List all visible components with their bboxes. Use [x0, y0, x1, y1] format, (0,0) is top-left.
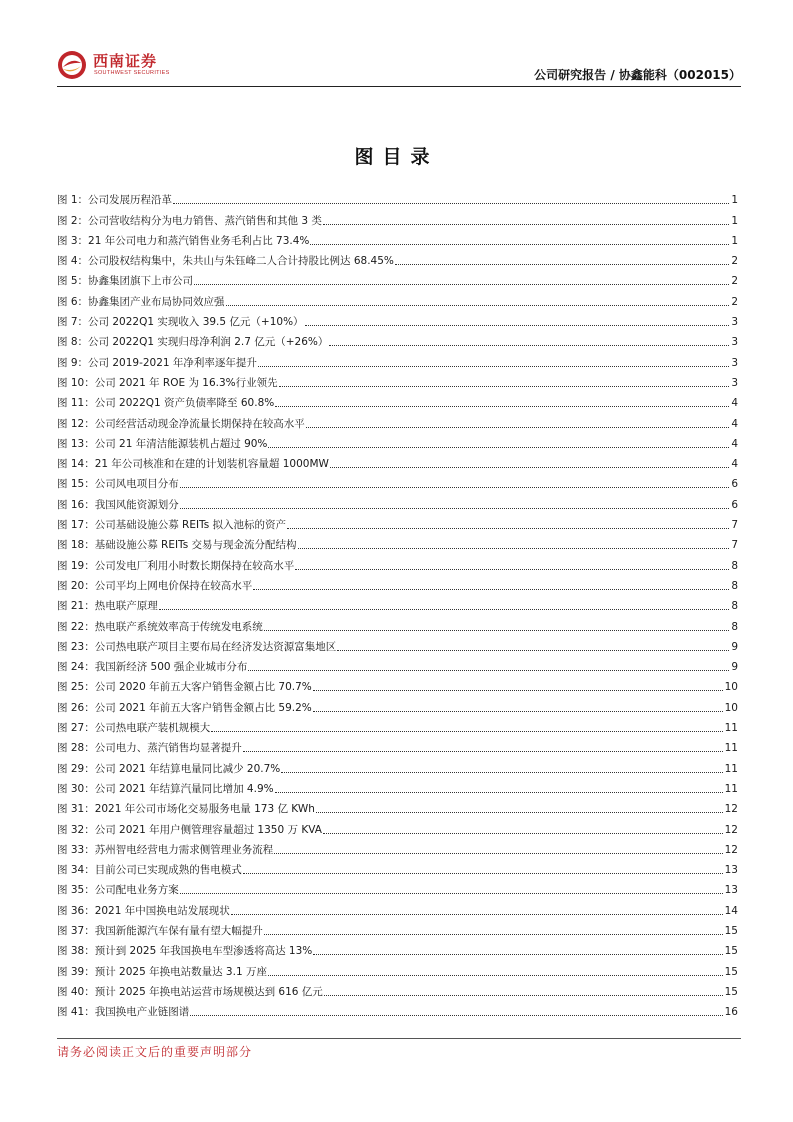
- toc-entry-label: 图 28：公司电力、蒸汽销售均显著提升: [57, 742, 242, 755]
- toc-entry[interactable]: [57, 431, 738, 451]
- toc-entry-label: 图 21：热电联产原理: [57, 600, 158, 613]
- toc-entry-page-number: 13: [724, 884, 738, 897]
- toc-entry[interactable]: [57, 857, 738, 877]
- southwest-securities-logo-icon: [57, 50, 87, 80]
- toc-entry-page-number: 6: [731, 498, 738, 511]
- toc-entry-page-number: 2: [731, 295, 738, 308]
- toc-entry-page-number: 11: [724, 782, 738, 795]
- toc-entry-page-number: 2: [731, 275, 738, 288]
- toc-entry[interactable]: [57, 532, 738, 552]
- toc-entry-page-number: 1: [731, 234, 738, 247]
- toc-entry-label: 图 7：公司 2022Q1 实现收入 39.5 亿元（+10%）: [57, 316, 304, 329]
- header-divider: [57, 86, 741, 87]
- toc-dot-leader: [306, 427, 730, 428]
- toc-entry[interactable]: [57, 918, 738, 938]
- toc-dot-leader: [281, 772, 722, 773]
- toc-entry-page-number: 11: [724, 742, 738, 755]
- toc-entry-label: 图 35：公司配电业务方案: [57, 884, 179, 897]
- toc-entry[interactable]: [57, 979, 738, 999]
- toc-dot-leader: [180, 508, 730, 509]
- toc-entry-page-number: 6: [731, 478, 738, 491]
- toc-entry[interactable]: [57, 796, 738, 816]
- report-label: 公司研究报告 / 协鑫能科（002015）: [534, 68, 741, 82]
- toc-entry-page-number: 15: [724, 965, 738, 978]
- toc-entry-page-number: 10: [724, 681, 738, 694]
- toc-entry[interactable]: [57, 999, 738, 1019]
- toc-entry-label: 图 39：预计 2025 年换电站数量达 3.1 万座: [57, 965, 267, 978]
- toc-dot-leader: [243, 873, 723, 874]
- toc-entry[interactable]: [57, 593, 738, 613]
- toc-entry-label: 图 10：公司 2021 年 ROE 为 16.3%行业领先: [57, 376, 278, 389]
- toc-entry[interactable]: [57, 309, 738, 329]
- toc-entry-page-number: 10: [724, 701, 738, 714]
- toc-dot-leader: [275, 406, 729, 407]
- toc-entry[interactable]: [57, 370, 738, 390]
- toc-dot-leader: [287, 528, 729, 529]
- toc-entry-label: 图 14：21 年公司核准和在建的计划装机容量超 1000MW: [57, 458, 329, 471]
- toc-entry-page-number: 4: [731, 397, 738, 410]
- toc-entry-label: 图 3：21 年公司电力和蒸汽销售业务毛利占比 73.4%: [57, 234, 310, 247]
- toc-entry-label: 图 19：公司发电厂利用小时数长期保持在较高水平: [57, 559, 295, 572]
- toc-entry[interactable]: [57, 694, 738, 714]
- toc-entry-label: 图 12：公司经营活动现金净流量长期保持在较高水平: [57, 417, 305, 430]
- toc-entry-page-number: 15: [724, 985, 738, 998]
- toc-entry[interactable]: [57, 228, 738, 248]
- toc-entry-label: 图 36：2021 年中国换电站发展现状: [57, 904, 230, 917]
- toc-entry-label: 图 26：公司 2021 年前五大客户销售金额占比 59.2%: [57, 701, 312, 714]
- toc-entry[interactable]: [57, 187, 738, 207]
- toc-dot-leader: [231, 914, 723, 915]
- toc-dot-leader: [313, 711, 723, 712]
- toc-entry-page-number: 12: [724, 823, 738, 836]
- toc-entry-label: 图 30：公司 2021 年结算汽量同比增加 4.9%: [57, 782, 274, 795]
- logo-text-en: SOUTHWEST SECURITIES: [94, 70, 170, 76]
- toc-entry[interactable]: [57, 451, 738, 471]
- toc-entry[interactable]: [57, 410, 738, 430]
- toc-entry-page-number: 9: [731, 640, 738, 653]
- toc-entry[interactable]: [57, 674, 738, 694]
- toc-dot-leader: [275, 792, 723, 793]
- toc-entry[interactable]: [57, 958, 738, 978]
- toc-entry-label: 图 5：协鑫集团旗下上市公司: [57, 275, 194, 288]
- toc-entry[interactable]: [57, 877, 738, 897]
- toc-dot-leader: [323, 833, 723, 834]
- toc-entry[interactable]: [57, 207, 738, 227]
- toc-entry-label: 图 22：热电联产系统效率高于传统发电系统: [57, 620, 263, 633]
- toc-dot-leader: [305, 325, 730, 326]
- toc-entry-page-number: 7: [731, 519, 738, 532]
- toc-entry-label: 图 8：公司 2022Q1 实现归母净利润 2.7 亿元（+26%）: [57, 336, 329, 349]
- toc-dot-leader: [310, 244, 729, 245]
- toc-entry-page-number: 15: [724, 924, 738, 937]
- toc-entry[interactable]: [57, 390, 738, 410]
- toc-entry-page-number: 4: [731, 437, 738, 450]
- toc-entry[interactable]: [57, 268, 738, 288]
- toc-dot-leader: [323, 224, 729, 225]
- toc-entry-page-number: 12: [724, 803, 738, 816]
- toc-entry-label: 图 34：目前公司已实现成熟的售电模式: [57, 864, 242, 877]
- toc-entry[interactable]: [57, 491, 738, 511]
- toc-entry[interactable]: [57, 329, 738, 349]
- toc-entry-page-number: 8: [731, 620, 738, 633]
- toc-entry-label: 图 33：苏州智电经营电力需求侧管理业务流程: [57, 843, 274, 856]
- footer-notice: 请务必阅读正文后的重要声明部分: [57, 1045, 253, 1059]
- toc-entry-page-number: 13: [724, 864, 738, 877]
- toc-entry-page-number: 11: [724, 722, 738, 735]
- toc-entry-page-number: 9: [731, 661, 738, 674]
- toc-entry-label: 图 27：公司热电联产装机规模大: [57, 722, 211, 735]
- toc-entry-label: 图 37：我国新能源汽车保有量有望大幅提升: [57, 924, 263, 937]
- toc-dot-leader: [211, 731, 722, 732]
- toc-dot-leader: [337, 650, 729, 651]
- toc-entry-page-number: 8: [731, 600, 738, 613]
- toc-entry-label: 图 18：基础设施公募 REITs 交易与现金流分配结构: [57, 539, 297, 552]
- toc-entry-label: 图 15：公司风电项目分布: [57, 478, 179, 491]
- toc-entry-label: 图 23：公司热电联产项目主要布局在经济发达资源富集地区: [57, 640, 337, 653]
- toc-entry-label: 图 25：公司 2020 年前五大客户销售金额占比 70.7%: [57, 681, 312, 694]
- toc-entry[interactable]: [57, 715, 738, 735]
- toc-entry-page-number: 3: [731, 316, 738, 329]
- toc-entry-label: 图 31：2021 年公司市场化交易服务电量 173 亿 KWh: [57, 803, 315, 816]
- toc-entry-page-number: 16: [724, 1006, 738, 1019]
- toc-entry-page-number: 8: [731, 579, 738, 592]
- logo-text-cn: 西南证券: [93, 52, 158, 70]
- toc-entry-label: 图 6：协鑫集团产业布局协同效应强: [57, 295, 225, 308]
- toc-dot-leader: [173, 203, 729, 204]
- toc-dot-leader: [316, 812, 723, 813]
- toc-dot-leader: [313, 954, 722, 955]
- toc-entry[interactable]: [57, 755, 738, 775]
- toc-dot-leader: [279, 386, 730, 387]
- toc-entry-page-number: 14: [724, 904, 738, 917]
- toc-entry-page-number: 12: [724, 843, 738, 856]
- toc-entry-page-number: 7: [731, 539, 738, 552]
- footer-divider: [57, 1038, 741, 1039]
- toc-dot-leader: [180, 893, 723, 894]
- toc-dot-leader: [194, 284, 729, 285]
- toc-entry-label: 图 1：公司发展历程沿革: [57, 194, 173, 207]
- toc-entry[interactable]: [57, 837, 738, 857]
- toc-entry-label: 图 29：公司 2021 年结算电量同比减少 20.7%: [57, 762, 281, 775]
- toc-entry-label: 图 38：预计到 2025 年我国换电车型渗透将高达 13%: [57, 945, 313, 958]
- toc-dot-leader: [243, 751, 723, 752]
- toc-entry-label: 图 2：公司营收结构分为电力销售、蒸汽销售和其他 3 类: [57, 214, 322, 227]
- toc-entry-label: 图 17：公司基础设施公募 REITs 拟入池标的资产: [57, 519, 287, 532]
- toc-entry[interactable]: [57, 816, 738, 836]
- toc-dot-leader: [329, 345, 729, 346]
- toc-entry-page-number: 4: [731, 458, 738, 471]
- toc-entry-page-number: 1: [731, 194, 738, 207]
- toc-entry[interactable]: [57, 512, 738, 532]
- toc-dot-leader: [248, 670, 729, 671]
- toc-dot-leader: [226, 305, 730, 306]
- toc-entry[interactable]: [57, 776, 738, 796]
- toc-entry-page-number: 1: [731, 214, 738, 227]
- toc-entry[interactable]: [57, 288, 738, 308]
- toc-dot-leader: [253, 589, 729, 590]
- toc-entry-label: 图 20：公司平均上网电价保持在较高水平: [57, 579, 253, 592]
- toc-dot-leader: [298, 548, 730, 549]
- toc-entry-label: 图 13：公司 21 年清洁能源装机占超过 90%: [57, 437, 268, 450]
- toc-entry[interactable]: [57, 654, 738, 674]
- toc-entry-page-number: 3: [731, 356, 738, 369]
- toc-dot-leader: [258, 366, 729, 367]
- toc-entry-page-number: 3: [731, 336, 738, 349]
- toc-entry[interactable]: [57, 349, 738, 369]
- toc-dot-leader: [313, 690, 723, 691]
- toc-entry[interactable]: [57, 897, 738, 917]
- toc-dot-leader: [268, 975, 723, 976]
- toc-dot-leader: [268, 447, 729, 448]
- toc-entry-page-number: 4: [731, 417, 738, 430]
- toc-entry-page-number: 3: [731, 376, 738, 389]
- toc-entry-label: 图 40：预计 2025 年换电站运营市场规模达到 616 亿元: [57, 985, 323, 998]
- toc-dot-leader: [190, 1015, 722, 1016]
- toc-dot-leader: [264, 630, 730, 631]
- toc-dot-leader: [324, 995, 723, 996]
- toc-entry-label: 图 41：我国换电产业链图谱: [57, 1006, 190, 1019]
- toc-entry-label: 图 32：公司 2021 年用户侧管理容量超过 1350 万 KVA: [57, 823, 322, 836]
- toc-entry-label: 图 9：公司 2019-2021 年净利率逐年提升: [57, 356, 257, 369]
- toc-entry[interactable]: [57, 735, 738, 755]
- toc-entry[interactable]: [57, 573, 738, 593]
- toc-entry-label: 图 4：公司股权结构集中，朱共山与朱钰峰二人合计持股比例达 68.45%: [57, 255, 394, 268]
- toc-dot-leader: [330, 467, 729, 468]
- toc-entry[interactable]: [57, 634, 738, 654]
- toc-entry-page-number: 2: [731, 255, 738, 268]
- toc-dot-leader: [395, 264, 729, 265]
- company-logo: [57, 48, 217, 82]
- toc-entry-label: 图 11：公司 2022Q1 资产负债率降至 60.8%: [57, 397, 275, 410]
- toc-entry-label: 图 16：我国风能资源划分: [57, 498, 179, 511]
- figure-toc-list: [57, 187, 738, 1019]
- toc-dot-leader: [159, 609, 730, 610]
- toc-entry[interactable]: [57, 552, 738, 572]
- toc-dot-leader: [295, 569, 729, 570]
- toc-dot-leader: [274, 853, 722, 854]
- toc-entry[interactable]: [57, 938, 738, 958]
- toc-entry-label: 图 24：我国新经济 500 强企业城市分布: [57, 661, 248, 674]
- toc-entry-page-number: 15: [724, 945, 738, 958]
- toc-dot-leader: [264, 934, 723, 935]
- toc-entry-page-number: 8: [731, 559, 738, 572]
- page-title: 图目录: [354, 146, 439, 168]
- page-header: [57, 44, 741, 88]
- toc-dot-leader: [180, 487, 730, 488]
- toc-entry[interactable]: [57, 471, 738, 491]
- toc-entry[interactable]: [57, 248, 738, 268]
- toc-entry[interactable]: [57, 613, 738, 633]
- toc-entry-page-number: 11: [724, 762, 738, 775]
